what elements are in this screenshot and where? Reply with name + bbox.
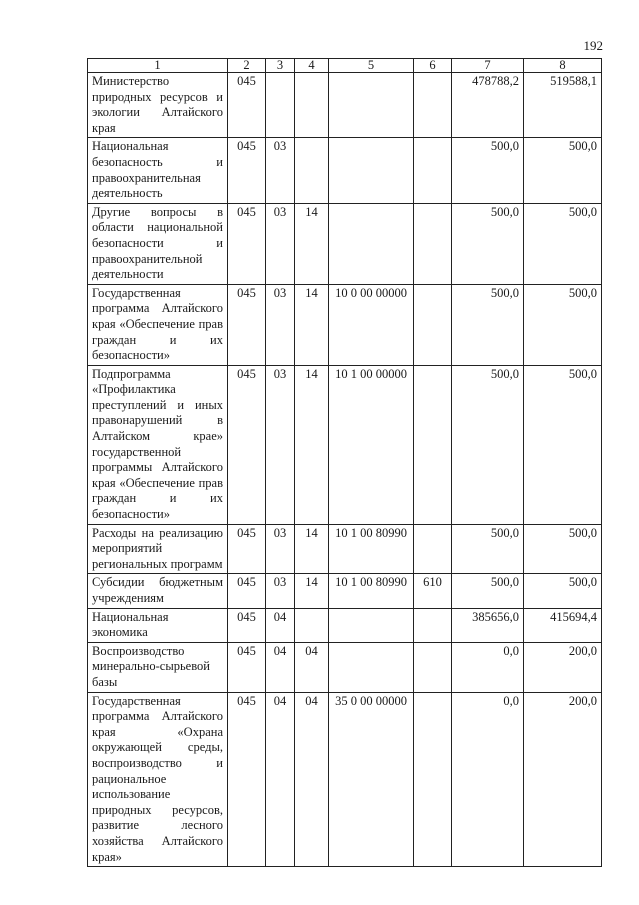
row-amount-1: 478788,2 [452, 73, 524, 138]
row-ministry-code: 045 [228, 365, 266, 524]
row-name: Другие вопросы в области национальной безопасности и правоохранительной деятельности [88, 203, 228, 284]
row-amount-2: 415694,4 [524, 608, 602, 642]
col-header: 1 [88, 59, 228, 73]
row-target-article: 10 1 00 80990 [329, 524, 414, 574]
row-section-code: 03 [266, 284, 295, 365]
row-name: Национальная безопасность и правоохранительная деятельность [88, 138, 228, 203]
row-target-article [329, 203, 414, 284]
row-amount-2: 500,0 [524, 365, 602, 524]
table-row [88, 203, 602, 284]
row-subsection-code: 14 [295, 365, 329, 524]
table-row [88, 574, 602, 608]
row-name: Государственная программа Алтайского края «Обеспечение прав граждан и их безопасности» [88, 284, 228, 365]
row-amount-1: 500,0 [452, 138, 524, 203]
row-ministry-code: 045 [228, 203, 266, 284]
row-section-code: 03 [266, 203, 295, 284]
row-target-article: 10 1 00 00000 [329, 365, 414, 524]
row-subsection-code: 04 [295, 692, 329, 867]
col-header: 7 [452, 59, 524, 73]
row-expense-type [414, 524, 452, 574]
table-row [88, 642, 602, 692]
row-name: Субсидии бюджетным учреждениям [88, 574, 228, 608]
table-row [88, 138, 602, 203]
row-amount-2: 200,0 [524, 642, 602, 692]
row-subsection-code [295, 73, 329, 138]
row-target-article: 10 1 00 80990 [329, 574, 414, 608]
table-row [88, 73, 602, 138]
row-expense-type [414, 203, 452, 284]
row-subsection-code: 14 [295, 524, 329, 574]
row-target-article [329, 138, 414, 203]
row-amount-1: 0,0 [452, 692, 524, 867]
row-amount-1: 500,0 [452, 203, 524, 284]
row-ministry-code: 045 [228, 284, 266, 365]
col-header: 8 [524, 59, 602, 73]
table-row [88, 692, 602, 867]
row-section-code: 03 [266, 138, 295, 203]
row-amount-1: 500,0 [452, 524, 524, 574]
row-section-code: 03 [266, 574, 295, 608]
row-amount-2: 500,0 [524, 574, 602, 608]
row-expense-type [414, 642, 452, 692]
row-ministry-code: 045 [228, 574, 266, 608]
row-section-code: 03 [266, 365, 295, 524]
row-ministry-code: 045 [228, 138, 266, 203]
row-expense-type [414, 284, 452, 365]
row-amount-2: 200,0 [524, 692, 602, 867]
table-body [88, 73, 602, 867]
row-name: Национальная экономика [88, 608, 228, 642]
row-target-article: 10 0 00 00000 [329, 284, 414, 365]
row-amount-2: 519588,1 [524, 73, 602, 138]
row-section-code: 04 [266, 642, 295, 692]
row-section-code: 03 [266, 524, 295, 574]
col-header: 6 [414, 59, 452, 73]
row-subsection-code: 14 [295, 284, 329, 365]
table-row [88, 284, 602, 365]
col-header: 2 [228, 59, 266, 73]
row-amount-2: 500,0 [524, 524, 602, 574]
row-expense-type [414, 73, 452, 138]
row-section-code [266, 73, 295, 138]
row-expense-type [414, 365, 452, 524]
row-ministry-code: 045 [228, 608, 266, 642]
row-amount-1: 500,0 [452, 574, 524, 608]
row-target-article [329, 642, 414, 692]
page-number: 192 [583, 38, 603, 53]
col-header: 5 [329, 59, 414, 73]
row-name: Государственная программа Алтайского края «Охрана окружающей среды, воспроизводство и рациональное использование природных ресурсов, развитие лесного хозяйства Алтайского края» [88, 692, 228, 867]
row-subsection-code [295, 138, 329, 203]
row-name: Воспроизводство минерально-сырьевой базы [88, 642, 228, 692]
row-amount-1: 500,0 [452, 365, 524, 524]
row-name: Подпрограмма «Профилактика преступлений и иных правонарушений в Алтайском крае» государственной программы Алтайского края «Обеспечение прав граждан и их безопасности» [88, 365, 228, 524]
col-header: 3 [266, 59, 295, 73]
row-amount-2: 500,0 [524, 284, 602, 365]
row-target-article: 35 0 00 00000 [329, 692, 414, 867]
table-row [88, 365, 602, 524]
col-header: 4 [295, 59, 329, 73]
row-section-code: 04 [266, 608, 295, 642]
row-expense-type: 610 [414, 574, 452, 608]
row-ministry-code: 045 [228, 642, 266, 692]
row-amount-2: 500,0 [524, 203, 602, 284]
row-name: Расходы на реализацию мероприятий региональных программ [88, 524, 228, 574]
budget-table [87, 58, 602, 867]
row-amount-1: 500,0 [452, 284, 524, 365]
row-name: Министерство природных ресурсов и экологии Алтайского края [88, 73, 228, 138]
table-row [88, 608, 602, 642]
row-subsection-code: 14 [295, 574, 329, 608]
row-expense-type [414, 692, 452, 867]
row-target-article [329, 608, 414, 642]
row-subsection-code: 14 [295, 203, 329, 284]
row-ministry-code: 045 [228, 692, 266, 867]
row-expense-type [414, 138, 452, 203]
row-subsection-code [295, 608, 329, 642]
header-row [88, 59, 602, 73]
row-expense-type [414, 608, 452, 642]
row-target-article [329, 73, 414, 138]
row-ministry-code: 045 [228, 524, 266, 574]
row-amount-1: 0,0 [452, 642, 524, 692]
row-amount-2: 500,0 [524, 138, 602, 203]
row-ministry-code: 045 [228, 73, 266, 138]
row-section-code: 04 [266, 692, 295, 867]
table-row [88, 524, 602, 574]
row-amount-1: 385656,0 [452, 608, 524, 642]
row-subsection-code: 04 [295, 642, 329, 692]
